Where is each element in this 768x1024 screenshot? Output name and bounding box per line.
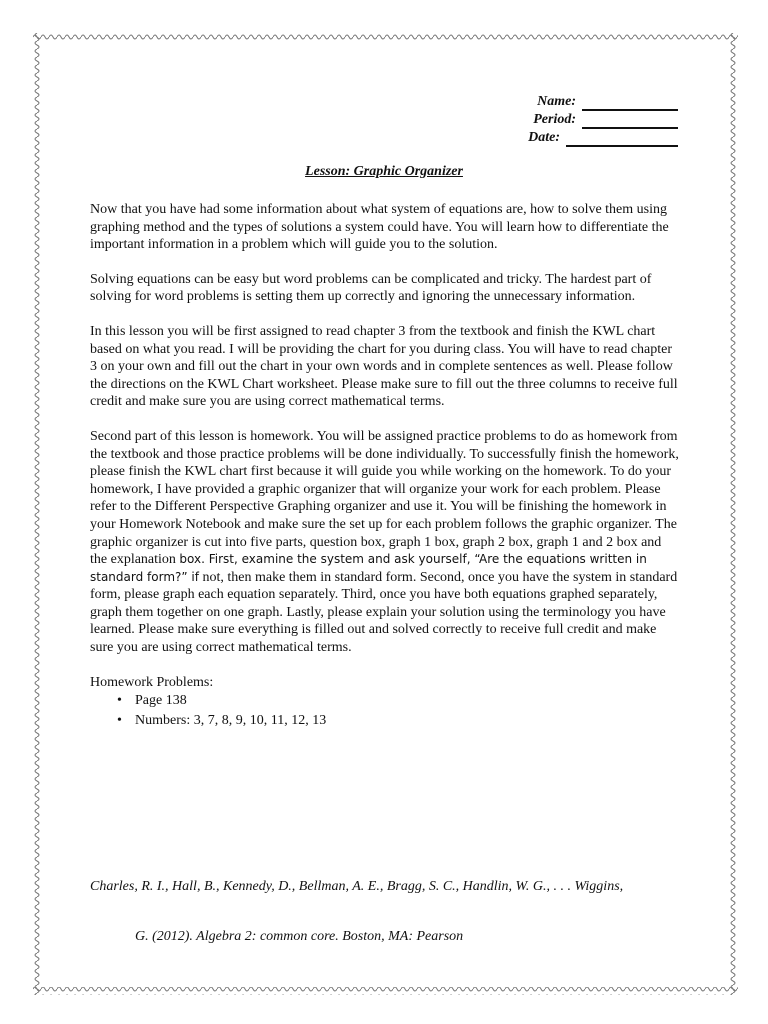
name-label: Name:	[537, 94, 576, 109]
name-blank-line	[582, 95, 678, 111]
homework-paragraph-part3: not, then make them in standard form. Second, once you have the system in standard form, please graph each equation separately. Third, once you have both equations graphed separately, graph them together on one graph. Lastly, please explain your solution using the terminology you have learned. Please make sure everything is filled out and solved correctly to receive full credit and make sure you are using correct mathematical terms.	[90, 569, 678, 656]
period-label: Period:	[533, 112, 576, 127]
student-info-fields	[528, 93, 678, 147]
homework-list	[90, 691, 680, 731]
date-blank-line	[566, 131, 678, 147]
lesson-title: Lesson: Graphic Organizer	[305, 164, 463, 179]
homework-item-page: • Page 138	[135, 691, 680, 711]
word-problems-paragraph: Solving equations can be easy but word problems can be complicated and tricky. The hardest part of solving for word problems is setting them up correctly and ignoring the unnecessary information.	[90, 271, 652, 305]
homework-paragraph-part1: Second part of this lesson is homework. You will be assigned practice problems to do as homework from the textbook and those practice problems will be done individually. To successfully finish the homework, please finish the KWL chart first because it will guide you while working on the homework. To do your homework, I have provided a graphic organizer that will organize your work for each problem. Please refer to the Different Perspective Graphing organizer and use it. You will be finishing the homework in your Homework Notebook and make sure the set up for each problem follows the graphic organizer. The graphic organizer is cut into five parts, question box, graph 1 box, graph 2 box, graph 1 and 2 box and the explanation	[90, 428, 679, 568]
date-field	[528, 129, 678, 147]
homework-problems-label: Homework Problems:	[90, 674, 214, 690]
homework-item-numbers: • Numbers: 3, 7, 8, 9, 10, 11, 12, 13	[135, 711, 680, 731]
name-field	[528, 93, 678, 111]
homework-paragraph-part2: box. First, examine the system and ask yourself, “Are the equations written in standard form?” if	[90, 552, 647, 584]
kwl-paragraph: In this lesson you will be first assigned to read chapter 3 from the textbook and finish the KWL chart based on what you read. I will be providing the chart for you during class. You will have to read chapter 3 on your own and fill out the chart in your own words and in complete sentences as well. Please follow the directions on the KWL Chart worksheet. Please make sure to fill out the three columns to receive full credit and make sure you are using correct mathematical terms.	[90, 323, 678, 410]
citation-line-1: Charles, R. I., Hall, B., Kennedy, D., Bellman, A. E., Bragg, S. C., Handlin, W. G., . . . Wiggins,	[90, 879, 624, 894]
intro-paragraph: Now that you have had some information about what system of equations are, how to solve them using graphing method and the types of solutions a system could have. You will learn how to differentiate the important information in a problem which will guide you to the solution.	[90, 202, 669, 253]
date-label: Date:	[528, 130, 560, 145]
lesson-body	[90, 201, 680, 731]
homework-paragraph	[90, 428, 680, 657]
period-field	[528, 111, 678, 129]
period-blank-line	[582, 113, 678, 129]
citation-line-2: G. (2012). Algebra 2: common core. Boston, MA: Pearson	[135, 929, 464, 944]
